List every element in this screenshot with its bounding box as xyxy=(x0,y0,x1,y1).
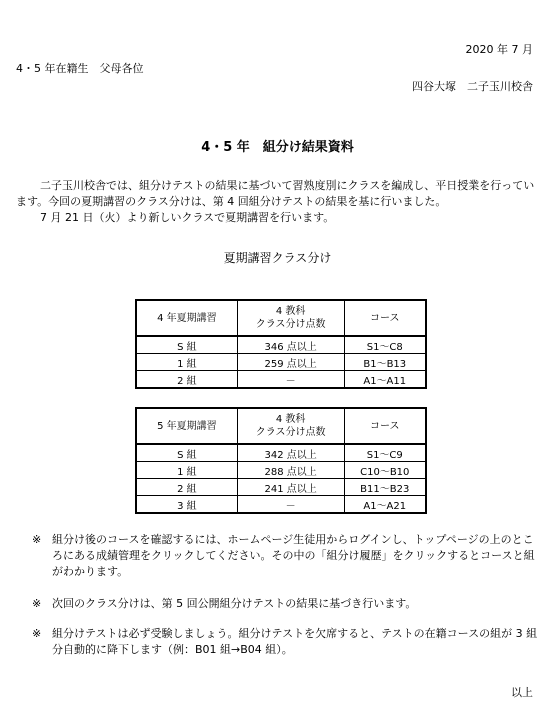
header-course: コース xyxy=(344,408,426,444)
table-cell: S 組 xyxy=(136,336,237,354)
table-cell: A1～A11 xyxy=(344,371,426,389)
note-mark: ※ xyxy=(32,627,42,640)
table-cell: 342 点以上 xyxy=(237,444,344,462)
table-cell: － xyxy=(237,496,344,514)
note-1-text: 組分け後のコースを確認するには、ホームページ生徒用からログインし、トップページの上のところにある成績管理をクリックしてください。その中の「組分け履歴」をクリックするとコースと組がわかります。 xyxy=(52,533,535,578)
note-1 xyxy=(32,532,542,580)
note-2-text: 次回のクラス分けは、第 5 回公開組分けテストの結果に基づき行います。 xyxy=(52,597,417,610)
table-cell: 1 組 xyxy=(136,462,237,479)
intro-text xyxy=(16,178,538,226)
closing-text: 以上 xyxy=(511,686,533,699)
note-mark: ※ xyxy=(32,533,42,546)
header-score xyxy=(237,408,344,444)
table-cell: 2 組 xyxy=(136,371,237,389)
table-cell: 2 組 xyxy=(136,479,237,496)
table-header-row xyxy=(136,408,426,444)
table-cell: 346 点以上 xyxy=(237,336,344,354)
intro-paragraph-2: 7 月 21 日（火）より新しいクラスで夏期講習を行います。 xyxy=(40,211,335,224)
table-header-row xyxy=(136,300,426,336)
header-course-name: 5 年夏期講習 xyxy=(136,408,237,444)
header-score xyxy=(237,300,344,336)
note-3-text: 組分けテストは必ず受験しましょう。組分けテストを欠席すると、テストの在籍コースの組が 3 組分自動的に降下します（例：B01 組→B04 組）。 xyxy=(52,627,538,656)
table-row xyxy=(136,336,426,354)
header-course: コース xyxy=(344,300,426,336)
intro-paragraph-1: 二子玉川校舎では、組分けテストの結果に基づいて習熟度別にクラスを編成し、平日授業を行っています。今回の夏期講習のクラス分けは、第 4 回組分けテストの結果を基に行いました。 xyxy=(16,179,535,208)
table-cell: B11～B23 xyxy=(344,479,426,496)
header-score-text: 4 教科 クラス分け点数 xyxy=(255,306,326,330)
table-cell: S 組 xyxy=(136,444,237,462)
table-row xyxy=(136,444,426,462)
section-subtitle: 夏期講習クラス分け xyxy=(223,251,332,265)
table-row xyxy=(136,371,426,389)
table-cell: A1～A21 xyxy=(344,496,426,514)
table-cell: S1～C8 xyxy=(344,336,426,354)
table-cell: 1 組 xyxy=(136,354,237,371)
header-score-text: 4 教科 クラス分け点数 xyxy=(255,414,326,438)
note-2 xyxy=(32,596,542,612)
table-cell: － xyxy=(237,371,344,389)
table-cell: 241 点以上 xyxy=(237,479,344,496)
document-date: 2020 年 7 月 xyxy=(465,43,533,56)
table-cell: S1～C9 xyxy=(344,444,426,462)
table-cell: 288 点以上 xyxy=(237,462,344,479)
addressee: 4・5 年在籍生 父母各位 xyxy=(16,62,144,75)
note-mark: ※ xyxy=(32,597,42,610)
table-cell: 259 点以上 xyxy=(237,354,344,371)
grade4-class-table xyxy=(135,299,427,389)
document-title: 4・5 年 組分け結果資料 xyxy=(201,140,354,155)
table-cell: C10～B10 xyxy=(344,462,426,479)
table-cell: 3 組 xyxy=(136,496,237,514)
header-course-name: 4 年夏期講習 xyxy=(136,300,237,336)
table-row xyxy=(136,496,426,514)
table-cell: B1～B13 xyxy=(344,354,426,371)
grade5-class-table xyxy=(135,407,427,514)
table-row xyxy=(136,354,426,371)
table-row xyxy=(136,462,426,479)
sender-school: 四谷大塚 二子玉川校舎 xyxy=(412,80,533,93)
table-row xyxy=(136,479,426,496)
note-3 xyxy=(32,626,542,658)
